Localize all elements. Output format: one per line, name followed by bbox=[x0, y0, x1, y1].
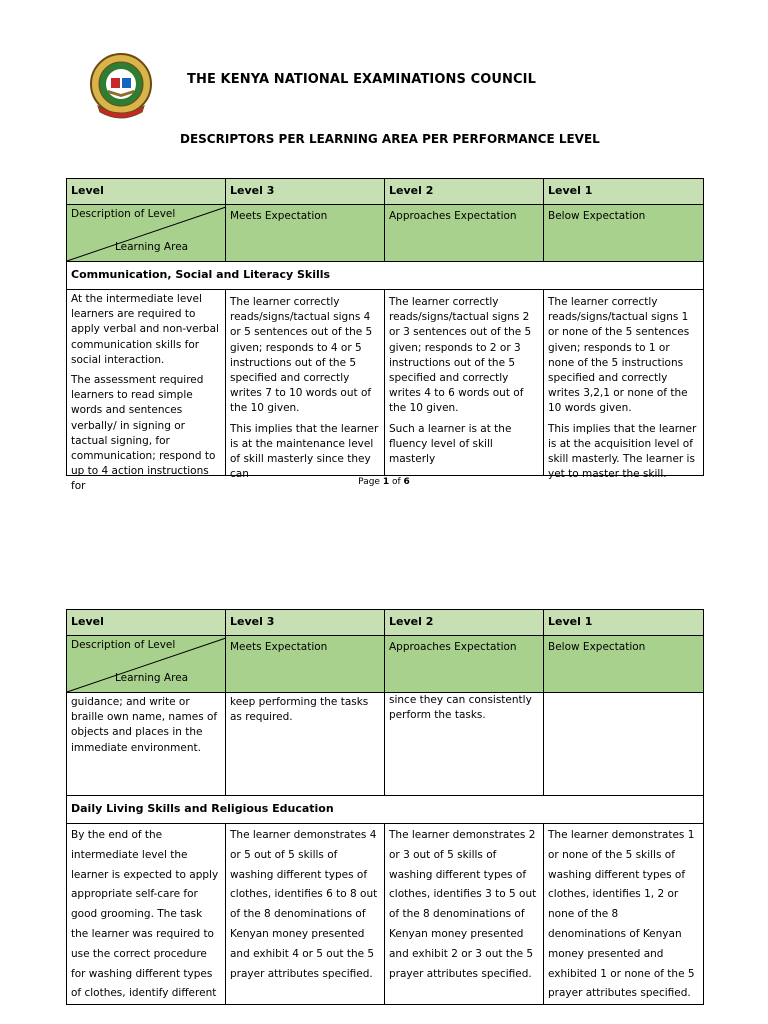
knec-logo bbox=[84, 50, 158, 124]
level-3-cell: The learner demonstrates 4 or 5 out of 5 skills of washing different types of clothes, identifies 6 to 8 out of the 8 denominations of Kenyan money presented and exhibit 4 or 5 out the 5 prayer attributes specified. bbox=[226, 824, 385, 1005]
section-row bbox=[67, 796, 704, 824]
header-level-3: Level 3 bbox=[226, 610, 385, 636]
level-1-cell bbox=[544, 693, 704, 796]
learning-area-cell: guidance; and write or braille own name, names of objects and places in the immediate environment. bbox=[67, 693, 226, 796]
table-subheader-row bbox=[67, 636, 704, 693]
page-number-1: Page 1 of 6 bbox=[358, 477, 410, 487]
org-title: THE KENYA NATIONAL EXAMINATIONS COUNCIL bbox=[187, 72, 536, 87]
diagonal-header-cell bbox=[67, 205, 226, 262]
section-title: Daily Living Skills and Religious Education bbox=[67, 796, 704, 824]
header-level-2: Level 2 bbox=[385, 179, 544, 205]
level-3-cell: keep performing the tasks as required. bbox=[226, 693, 385, 796]
learning-area-label: Learning Area bbox=[115, 672, 189, 684]
level-1-cell: The learner correctly reads/signs/tactual signs 1 or none of the 5 sentences given; responds to 1 or none of the 5 instructions specified and correctly writes 3,2,1 or none of the 10 words given. This implies that the learner is at the acquisition level of skill masterly. The learner is yet to master the skill. bbox=[544, 290, 704, 476]
level-2-cell: The learner correctly reads/signs/tactual signs 2 or 3 sentences out of the 5 given; responds to 2 or 3 instructions out of the 5 specified and correctly writes 4 to 6 words out of the 10 given. Such a learner is at the fluency level of skill masterly bbox=[385, 290, 544, 476]
document-title: DESCRIPTORS PER LEARNING AREA PER PERFORMANCE LEVEL bbox=[180, 132, 600, 146]
meets-expectation-label: Meets Expectation bbox=[226, 205, 385, 262]
header-level: Level bbox=[67, 610, 226, 636]
continued-descriptor-row bbox=[67, 693, 704, 796]
below-expectation-label: Below Expectation bbox=[544, 205, 704, 262]
header-level-3: Level 3 bbox=[226, 179, 385, 205]
table-header-row bbox=[67, 179, 704, 205]
learning-area-label: Learning Area bbox=[115, 241, 189, 253]
level-1-cell: The learner demonstrates 1 or none of the 5 skills of washing different types of clothes, identifies 1, 2 or none of the 8 denominations of Kenyan money presented and exhibited 1 or none of the 5 prayer attributes specified. bbox=[544, 824, 704, 1005]
description-of-level-label: Description of Level bbox=[71, 208, 176, 220]
level-2-cell: since they can consistently perform the tasks. bbox=[385, 693, 544, 796]
level-3-cell: The learner correctly reads/signs/tactual signs 4 or 5 sentences out of the 5 given; responds to 4 or 5 instructions out of the 5 specified and correctly writes 7 to 10 words out of the 10 given. This implies that the learner is at the maintenance level of skill masterly since they can bbox=[226, 290, 385, 476]
approaches-expectation-label: Approaches Expectation bbox=[385, 636, 544, 693]
learning-area-cell: At the intermediate level learners are required to apply verbal and non-verbal communication skills for social interaction. The assessment required learners to read simple words and sentences verbally/ in signing or tactual signing, for communication; respond to up to 4 action instructions for bbox=[67, 290, 226, 476]
descriptor-row bbox=[67, 290, 704, 476]
learning-area-cell: By the end of the intermediate level the learner is expected to apply appropriate self-care for good grooming. The task the learner was required to use the correct procedure for washing different types of clothes, identify different bbox=[67, 824, 226, 1005]
section-row bbox=[67, 262, 704, 290]
header-level-1: Level 1 bbox=[544, 179, 704, 205]
below-expectation-label: Below Expectation bbox=[544, 636, 704, 693]
header-level-1: Level 1 bbox=[544, 610, 704, 636]
meets-expectation-label: Meets Expectation bbox=[226, 636, 385, 693]
descriptors-table-page-2 bbox=[66, 609, 704, 1005]
description-of-level-label: Description of Level bbox=[71, 639, 176, 651]
header-level: Level bbox=[67, 179, 226, 205]
approaches-expectation-label: Approaches Expectation bbox=[385, 205, 544, 262]
diagonal-header-cell bbox=[67, 636, 226, 693]
section-title: Communication, Social and Literacy Skills bbox=[67, 262, 704, 290]
descriptor-row bbox=[67, 824, 704, 1005]
level-2-cell: The learner demonstrates 2 or 3 out of 5 skills of washing different types of clothes, identifies 3 to 5 out of the 8 denominations of Kenyan money presented and exhibit 2 or 3 out the 5 prayer attributes specified. bbox=[385, 824, 544, 1005]
header-level-2: Level 2 bbox=[385, 610, 544, 636]
table-header-row bbox=[67, 610, 704, 636]
table-subheader-row bbox=[67, 205, 704, 262]
